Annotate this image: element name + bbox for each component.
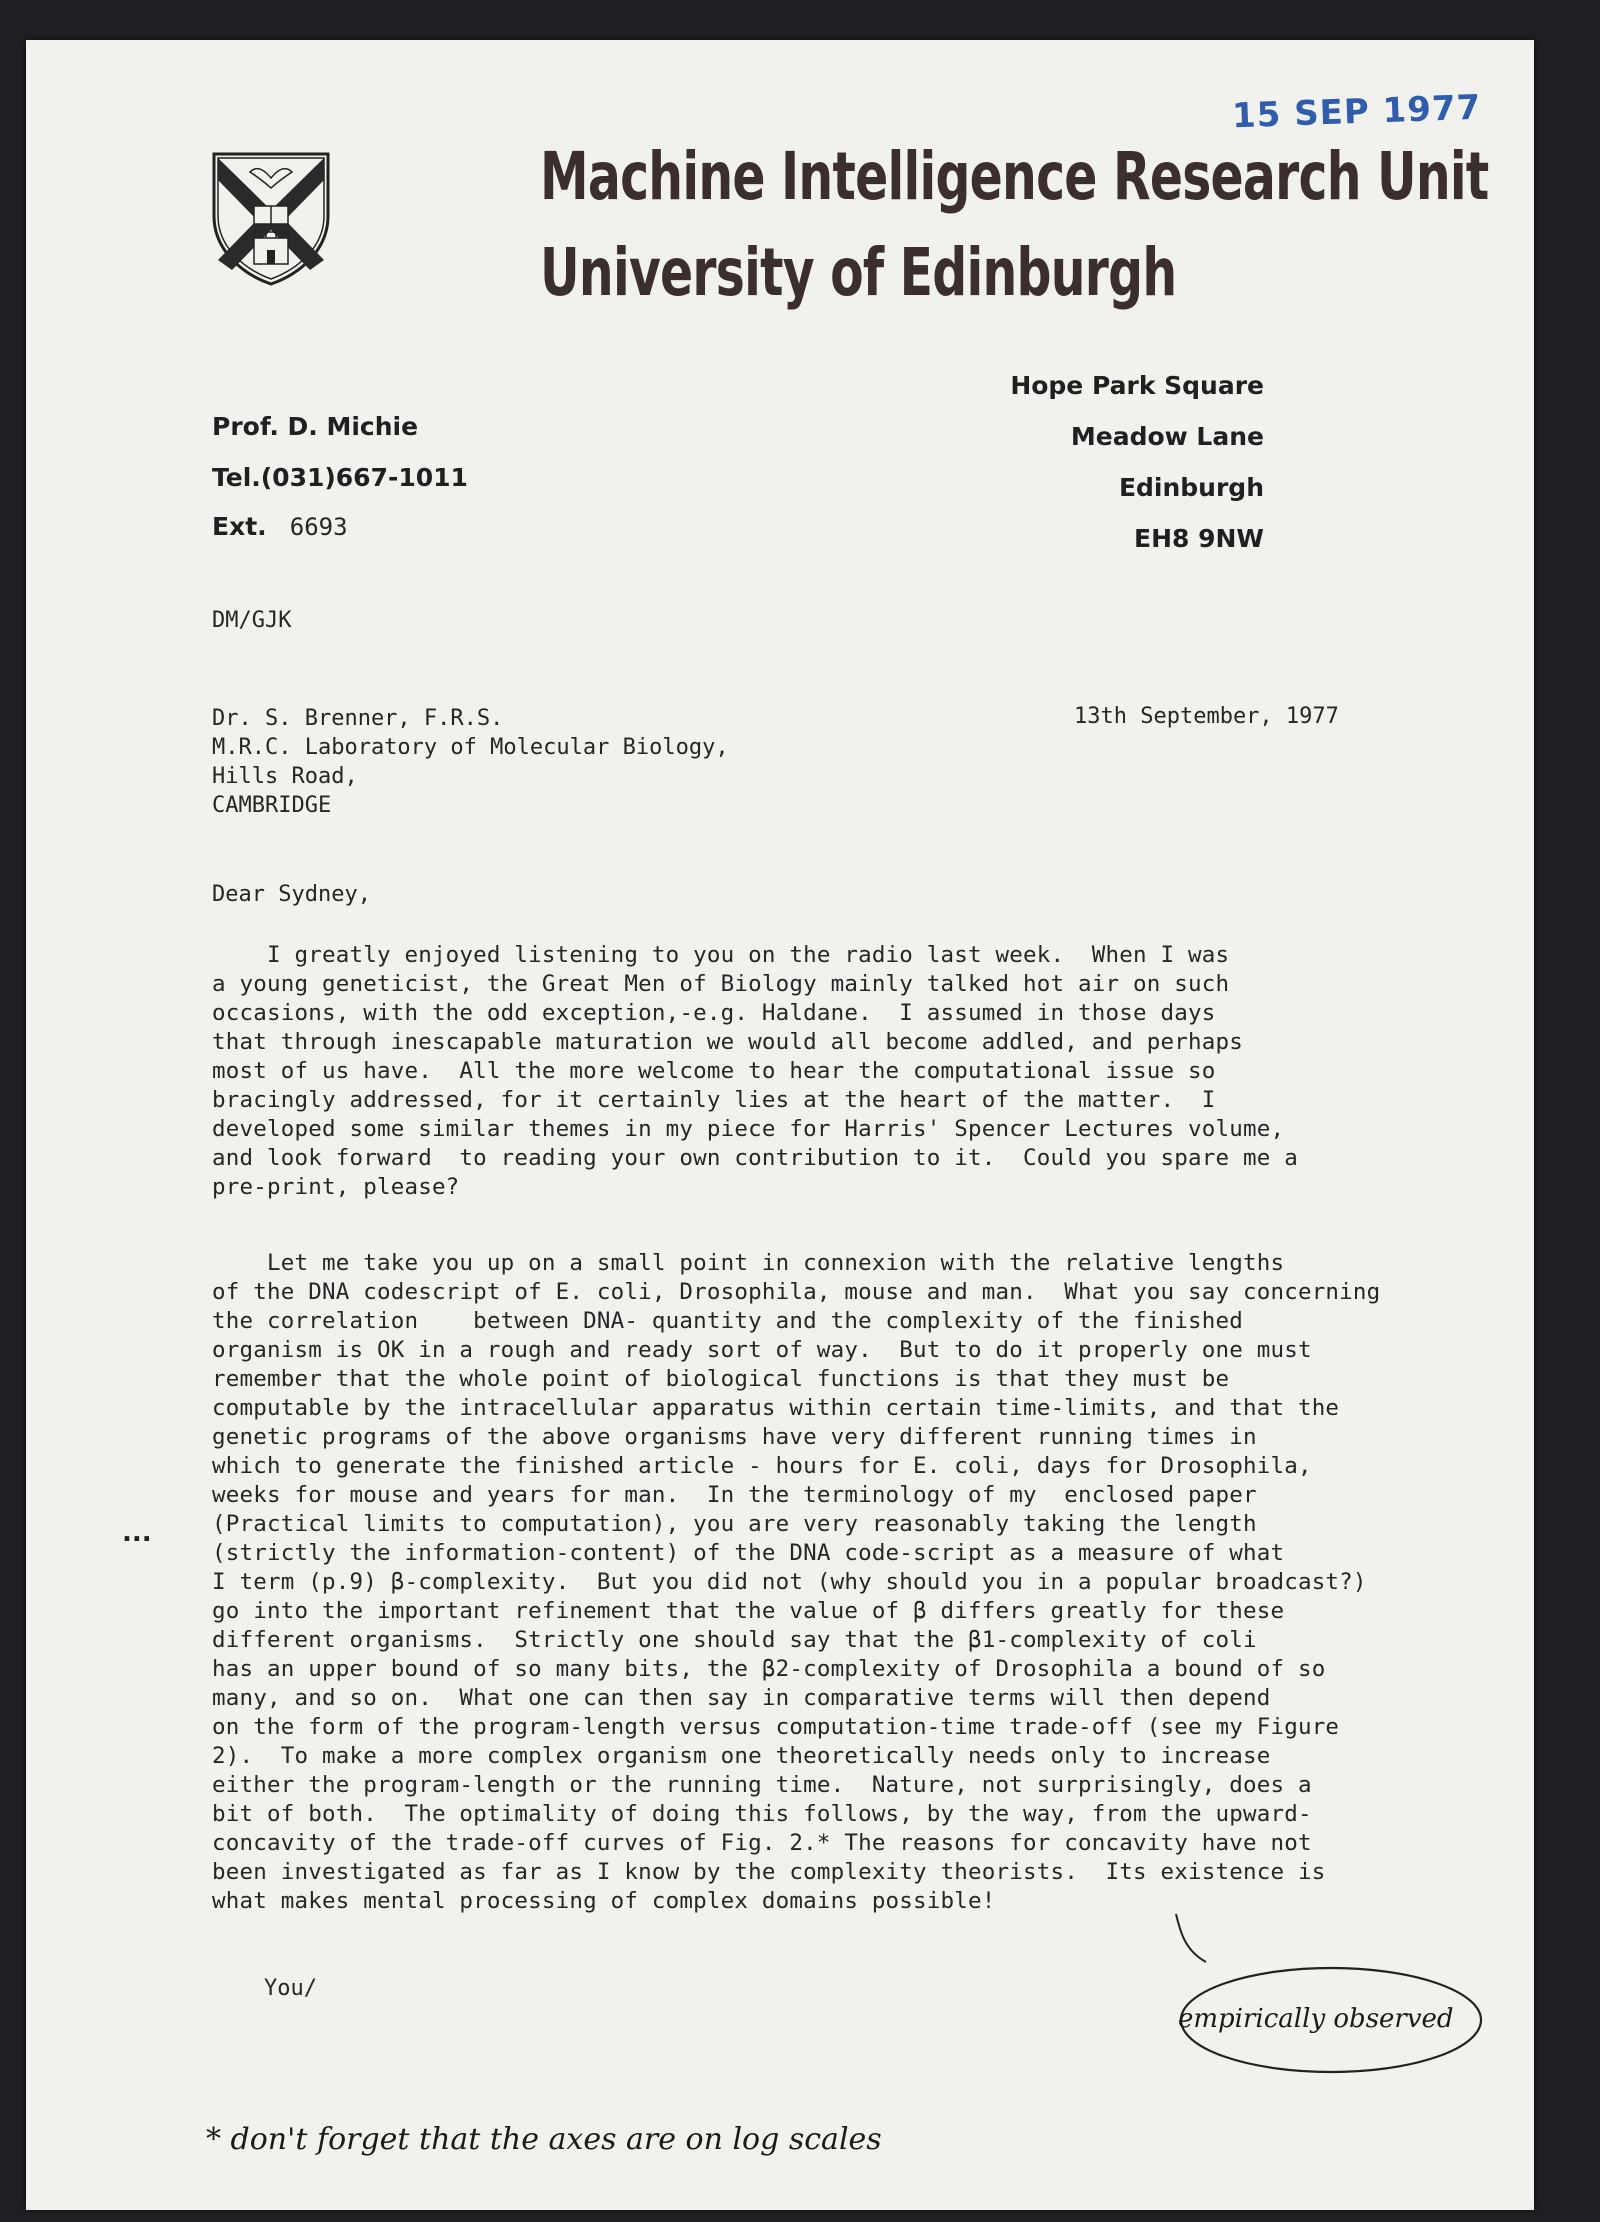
text-line: remember that the whole point of biological functions is that they must be	[212, 1366, 1230, 1392]
annotation-circle-icon	[1156, 1910, 1496, 2080]
ext-label: Ext.	[212, 512, 267, 541]
text-line: on the form of the program-length versus computation-time trade-off (see my Figure	[212, 1714, 1340, 1740]
text-line: weeks for mouse and years for man. In the terminology of my enclosed paper	[212, 1482, 1257, 1508]
recipient-line: M.R.C. Laboratory of Molecular Biology,	[212, 735, 729, 760]
letter-page	[26, 40, 1534, 2210]
text-line: has an upper bound of so many bits, the β2-complexity of Drosophila a bound of so	[212, 1656, 1326, 1682]
address-line: Meadow Lane	[1070, 422, 1264, 451]
address-line: EH8 9NW	[1134, 524, 1264, 553]
text-line: of the DNA codescript of E. coli, Drosophila, mouse and man. What you say concerning	[212, 1279, 1381, 1305]
text-line: (Practical limits to computation), you are very reasonably taking the length	[212, 1511, 1257, 1537]
text-line: I term (p.9) β-complexity. But you did not (why should you in a popular broadcast?)	[212, 1569, 1367, 1595]
text-line: most of us have. All the more welcome to hear the computational issue so	[212, 1058, 1216, 1084]
sender-ext	[212, 512, 348, 541]
address-line: Edinburgh	[1118, 473, 1264, 502]
text-line: genetic programs of the above organisms have very different running times in	[212, 1424, 1257, 1450]
text-line: that through inescapable maturation we would all become addled, and perhaps	[212, 1029, 1243, 1055]
text-line: Let me take you up on a small point in connexion with the relative lengths	[212, 1250, 1285, 1276]
text-line: what makes mental processing of complex domains possible!	[212, 1888, 996, 1914]
reference-code: DM/GJK	[212, 608, 292, 633]
recipient-line: Hills Road,	[212, 764, 358, 789]
text-line: bit of both. The optimality of doing this follows, by the way, from the upward-	[212, 1801, 1312, 1827]
recipient-line: CAMBRIDGE	[212, 793, 332, 818]
continuation-marker: You/	[264, 1976, 317, 2001]
text-line: developed some similar themes in my piece for Harris' Spencer Lectures volume,	[212, 1116, 1285, 1142]
text-line: the correlation between DNA- quantity and the complexity of the finished	[212, 1308, 1243, 1334]
annotation-note: empirically observed	[1178, 2004, 1454, 2034]
text-line: computable by the intracellular apparatus within certain time-limits, and that the	[212, 1395, 1340, 1421]
recipient-line: Dr. S. Brenner, F.R.S.	[212, 706, 504, 731]
handwritten-footnote: * don't forget that the axes are on log scales	[206, 2122, 882, 2157]
text-line: 2). To make a more complex organism one theoretically needs only to increase	[212, 1743, 1271, 1769]
text-line: organism is OK in a rough and ready sort of way. But to do it properly one must	[212, 1337, 1312, 1363]
text-line: a young geneticist, the Great Men of Biology mainly talked hot air on such	[212, 971, 1230, 997]
margin-mark: ...	[122, 1518, 152, 1548]
text-line: I greatly enjoyed listening to you on the radio last week. When I was	[212, 942, 1230, 968]
text-line: pre-print, please?	[212, 1174, 460, 1200]
unit-address	[1010, 360, 1264, 564]
text-line: bracingly addressed, for it certainly lies at the heart of the matter. I	[212, 1087, 1216, 1113]
sender-tel: Tel.(031)667-1011	[212, 463, 468, 492]
sender-name: Prof. D. Michie	[212, 412, 419, 441]
recipient-address	[212, 704, 729, 820]
text-line: many, and so on. What one can then say in comparative terms will then depend	[212, 1685, 1271, 1711]
salutation: Dear Sydney,	[212, 882, 371, 907]
text-line: different organisms. Strictly one should say that the β1-complexity of coli	[212, 1627, 1257, 1653]
text-line: occasions, with the odd exception,-e.g. Haldane. I assumed in those days	[212, 1000, 1216, 1026]
date-stamp: 15 SEP 1977	[1231, 87, 1482, 137]
text-line: which to generate the finished article - hours for E. coli, days for Drosophila,	[212, 1453, 1312, 1479]
text-line: go into the important refinement that the value of β differs greatly for these	[212, 1598, 1285, 1624]
text-line: (strictly the information-content) of the DNA code-script as a measure of what	[212, 1540, 1285, 1566]
text-line: and look forward to reading your own contribution to it. Could you spare me a	[212, 1145, 1298, 1171]
letterhead-university: University of Edinburgh	[540, 234, 1177, 311]
text-line: either the program-length or the running time. Nature, not surprisingly, does a	[212, 1772, 1312, 1798]
university-crest-icon	[210, 150, 332, 288]
address-line: Hope Park Square	[1010, 371, 1264, 400]
paragraph-2	[212, 1250, 1522, 1930]
text-line: concavity of the trade-off curves of Fig. 2.* The reasons for concavity have not	[212, 1830, 1312, 1856]
paragraph-1	[212, 942, 1522, 1212]
letter-date: 13th September, 1977	[1074, 704, 1339, 729]
letterhead-unit: Machine Intelligence Research Unit	[540, 138, 1489, 215]
ext-number: 6693	[289, 513, 348, 541]
text-line: been investigated as far as I know by the complexity theorists. Its existence is	[212, 1859, 1326, 1885]
